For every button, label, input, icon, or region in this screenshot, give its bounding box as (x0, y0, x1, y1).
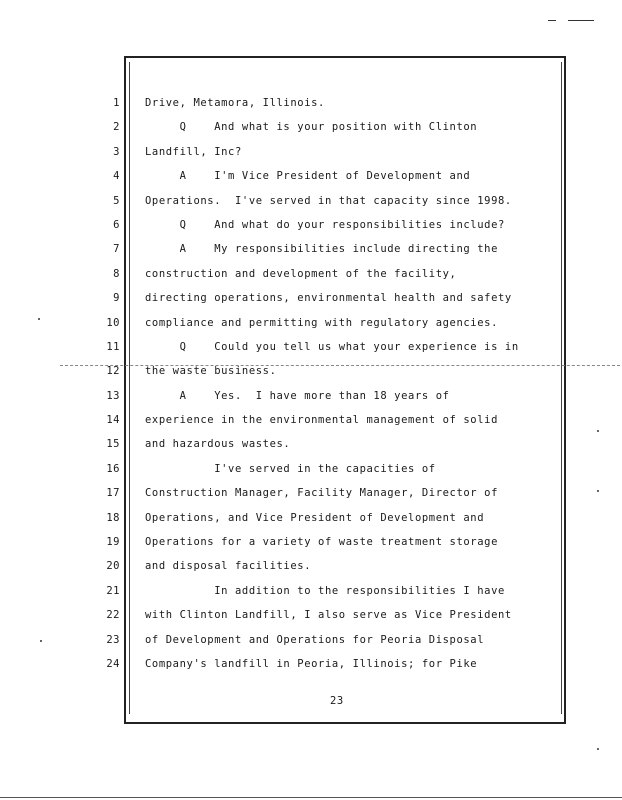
transcript-line (0, 164, 622, 188)
line-number: 12 (106, 365, 120, 378)
line-text: Q And what is your position with Clinton (145, 121, 478, 134)
line-number: 7 (113, 243, 120, 256)
line-number: 4 (113, 170, 120, 183)
line-text: the waste business. (145, 365, 277, 378)
scan-bottom-edge (0, 797, 622, 798)
transcript-line (0, 579, 622, 603)
line-text: Q Could you tell us what your experience is in (145, 340, 519, 353)
transcript-line (0, 603, 622, 627)
line-number: 23 (106, 633, 120, 646)
line-number: 6 (113, 218, 120, 231)
transcript-line (0, 457, 622, 481)
line-number: 14 (106, 414, 120, 427)
line-number: 13 (106, 389, 120, 402)
transcript-line (0, 628, 622, 652)
line-text: of Development and Operations for Peoria Disposal (145, 633, 485, 646)
transcript-line (0, 286, 622, 310)
transcript-line (0, 115, 622, 139)
line-number: 10 (106, 316, 120, 329)
transcript-line (0, 140, 622, 164)
transcript-line (0, 311, 622, 335)
transcript-line (0, 481, 622, 505)
line-number: 19 (106, 536, 120, 549)
line-text: compliance and permitting with regulatory agencies. (145, 316, 498, 329)
line-text: A I'm Vice President of Development and (145, 170, 471, 183)
line-text: Landfill, Inc? (145, 145, 242, 158)
line-text: Operations. I've served in that capacity since 1998. (145, 194, 512, 207)
line-number: 9 (113, 292, 120, 305)
line-text: A My responsibilities include directing the (145, 243, 498, 256)
line-text: Operations for a variety of waste treatment storage (145, 536, 498, 549)
line-number: 20 (106, 560, 120, 573)
line-number: 24 (106, 657, 120, 670)
transcript-line (0, 652, 622, 676)
line-text: Construction Manager, Facility Manager, Director of (145, 487, 498, 500)
transcript-line (0, 189, 622, 213)
line-text: and hazardous wastes. (145, 438, 291, 451)
line-number: 17 (106, 487, 120, 500)
transcript-line (0, 237, 622, 261)
line-number: 16 (106, 462, 120, 475)
transcript-line (0, 530, 622, 554)
line-text: Company's landfill in Peoria, Illinois; for Pike (145, 657, 478, 670)
transcript-line (0, 384, 622, 408)
line-text: directing operations, environmental health and safety (145, 292, 512, 305)
scan-speck (597, 430, 599, 432)
line-number: 3 (113, 145, 120, 158)
transcript-line (0, 554, 622, 578)
line-text: with Clinton Landfill, I also serve as Vice President (145, 609, 512, 622)
transcript-line (0, 359, 622, 383)
transcript-line (0, 335, 622, 359)
line-text: A Yes. I have more than 18 years of (145, 389, 450, 402)
line-text: I've served in the capacities of (145, 462, 436, 475)
scan-speck (597, 748, 599, 750)
line-text: construction and development of the facility, (145, 267, 457, 280)
scan-corner-marks (548, 20, 594, 24)
line-number: 22 (106, 609, 120, 622)
transcript-line (0, 262, 622, 286)
line-text: Operations, and Vice President of Development and (145, 511, 485, 524)
scan-speck (40, 640, 42, 642)
line-text: and disposal facilities. (145, 560, 312, 573)
line-number: 15 (106, 438, 120, 451)
transcript-lines (0, 91, 622, 676)
transcript-line (0, 213, 622, 237)
line-number: 21 (106, 584, 120, 597)
line-number: 1 (113, 97, 120, 109)
line-text: Drive, Metamora, Illinois. (145, 97, 325, 109)
transcript-line (0, 408, 622, 432)
line-number: 5 (113, 194, 120, 207)
transcript-line (0, 432, 622, 456)
line-text: experience in the environmental management of solid (145, 414, 498, 427)
line-number: 2 (113, 121, 120, 134)
line-text: Q And what do your responsibilities include? (145, 218, 505, 231)
line-number: 8 (113, 267, 120, 280)
page-number: 23 (330, 695, 344, 707)
line-number: 18 (106, 511, 120, 524)
transcript-line (0, 506, 622, 530)
transcript-line (0, 91, 622, 115)
scan-speck (597, 490, 599, 492)
line-number: 11 (106, 340, 120, 353)
line-text: In addition to the responsibilities I have (145, 584, 505, 597)
scan-speck (38, 318, 40, 320)
